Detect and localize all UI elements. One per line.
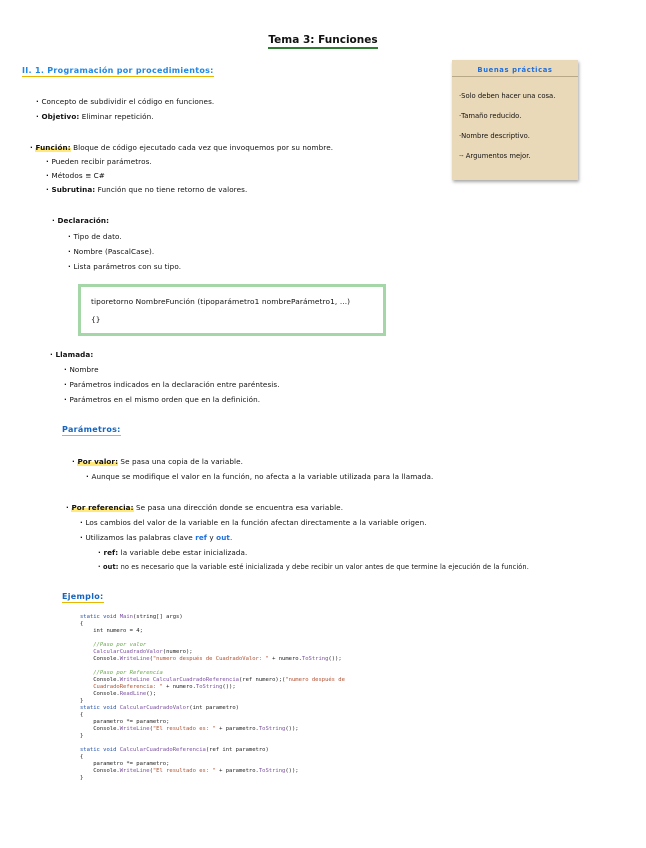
note-item: ·Solo deben hacer una cosa. bbox=[459, 92, 556, 100]
code-line: } bbox=[80, 775, 84, 781]
section-heading bbox=[22, 66, 214, 75]
declaracion-label: · Declaración: bbox=[52, 216, 110, 225]
signature-box bbox=[78, 284, 386, 336]
note-divider bbox=[452, 76, 578, 77]
code-line: Console.ReadLine(); bbox=[80, 691, 157, 697]
por-valor: · Por valor: Se pasa una copia de la variable. bbox=[72, 457, 244, 466]
code-line: parametro *= parametro; bbox=[80, 761, 170, 767]
declaracion-item-nombre: · Nombre (PascalCase). bbox=[68, 247, 155, 256]
ejemplo-heading-text: Ejemplo: bbox=[62, 592, 104, 601]
code-line: Console.WriteLine("numero después de CuadradoValor: " + numero.ToString()); bbox=[80, 656, 342, 662]
ejemplo-heading bbox=[62, 592, 104, 601]
funcion-item-metodos: · Métodos ≡ C# bbox=[46, 171, 105, 180]
ref-explanation: · ref: la variable debe estar inicializada. bbox=[98, 548, 248, 557]
declaracion-item-lista: · Lista parámetros con su tipo. bbox=[68, 262, 182, 271]
code-line: //Paso por Referencia bbox=[80, 670, 163, 676]
code-line: { bbox=[80, 712, 84, 718]
code-line: } bbox=[80, 733, 84, 739]
code-line: parametro *= parametro; bbox=[80, 719, 170, 725]
code-line: CalcularCuadradoValor(numero); bbox=[93, 649, 193, 655]
signature-line-1: tiporetorno NombreFunción (tipoparámetro1 nombreParámetro1, ...) bbox=[91, 297, 351, 306]
code-line: CuadradoReferencia: " + numero.ToString()); bbox=[80, 684, 236, 690]
por-referencia: · Por referencia: Se pasa una dirección donde se encuentra esa variable. bbox=[66, 503, 344, 512]
code-block bbox=[80, 614, 345, 782]
code-line: Console.WriteLine("El resultado es: " + parametro.ToString()); bbox=[80, 726, 299, 732]
signature-line-2: {} bbox=[91, 315, 101, 324]
page-title: Tema 3: Funciones bbox=[268, 34, 377, 49]
note-item: ·Nombre descriptivo. bbox=[459, 132, 530, 140]
parametros-heading-text: Parámetros: bbox=[62, 425, 121, 434]
code-line: static void CalcularCuadradoValor(int parametro) bbox=[80, 705, 239, 711]
code-line: Console.WriteLine CalcularCuadradoReferencia(ref numero);("numero después de bbox=[80, 677, 345, 683]
buenas-practicas-note bbox=[452, 60, 578, 180]
llamada-label: · Llamada: bbox=[50, 350, 94, 359]
code-line: static void CalcularCuadradoReferencia(ref int parametro) bbox=[80, 747, 269, 753]
code-line: Console.WriteLine("El resultado es: " + parametro.ToString()); bbox=[80, 768, 299, 774]
declaracion-item-tipo: · Tipo de dato. bbox=[68, 232, 122, 241]
llamada-item-parametros: · Parámetros indicados en la declaración entre paréntesis. bbox=[64, 380, 280, 389]
parametros-heading bbox=[62, 425, 121, 434]
code-line: //Paso por valor bbox=[80, 642, 147, 648]
code-line: int numero = 4; bbox=[80, 628, 143, 634]
code-line: { bbox=[80, 621, 84, 627]
por-referencia-detail-1: · Los cambios del valor de la variable en la función afectan directamente a la variable origen. bbox=[80, 518, 427, 527]
intro-item-concept: · Concepto de subdividir el código en funciones. bbox=[36, 97, 215, 106]
funcion-item-subrutina: · Subrutina: Función que no tiene retorno de valores. bbox=[46, 185, 248, 194]
funcion-definition: · Función: Bloque de código ejecutado cada vez que invoquemos por su nombre. bbox=[30, 143, 334, 152]
page-title-wrap bbox=[0, 34, 646, 46]
note-title: Buenas prácticas bbox=[477, 66, 553, 74]
note-item: ·Tamaño reducido. bbox=[459, 112, 522, 120]
llamada-item-nombre: · Nombre bbox=[64, 365, 99, 374]
por-valor-detail: · Aunque se modifique el valor en la función, no afecta a la variable utilizada para la llamada. bbox=[86, 472, 434, 481]
out-explanation: · out: no es necesario que la variable esté inicializada y debe recibir un valor antes de que termine la ejecución de la función. bbox=[98, 563, 529, 571]
code-line: } bbox=[80, 698, 84, 704]
intro-item-objective: · Objetivo: Eliminar repetición. bbox=[36, 112, 154, 121]
code-line: static void Main(string[] args) bbox=[80, 614, 183, 620]
funcion-item-params: · Pueden recibir parámetros. bbox=[46, 157, 152, 166]
section-heading-text: II. 1. Programación por procedimientos: bbox=[22, 66, 214, 75]
note-item: ·- Argumentos mejor. bbox=[459, 152, 531, 160]
llamada-item-orden: · Parámetros en el mismo orden que en la definición. bbox=[64, 395, 261, 404]
code-line: { bbox=[80, 754, 84, 760]
por-referencia-detail-2: · Utilizamos las palabras clave ref y out. bbox=[80, 533, 233, 542]
